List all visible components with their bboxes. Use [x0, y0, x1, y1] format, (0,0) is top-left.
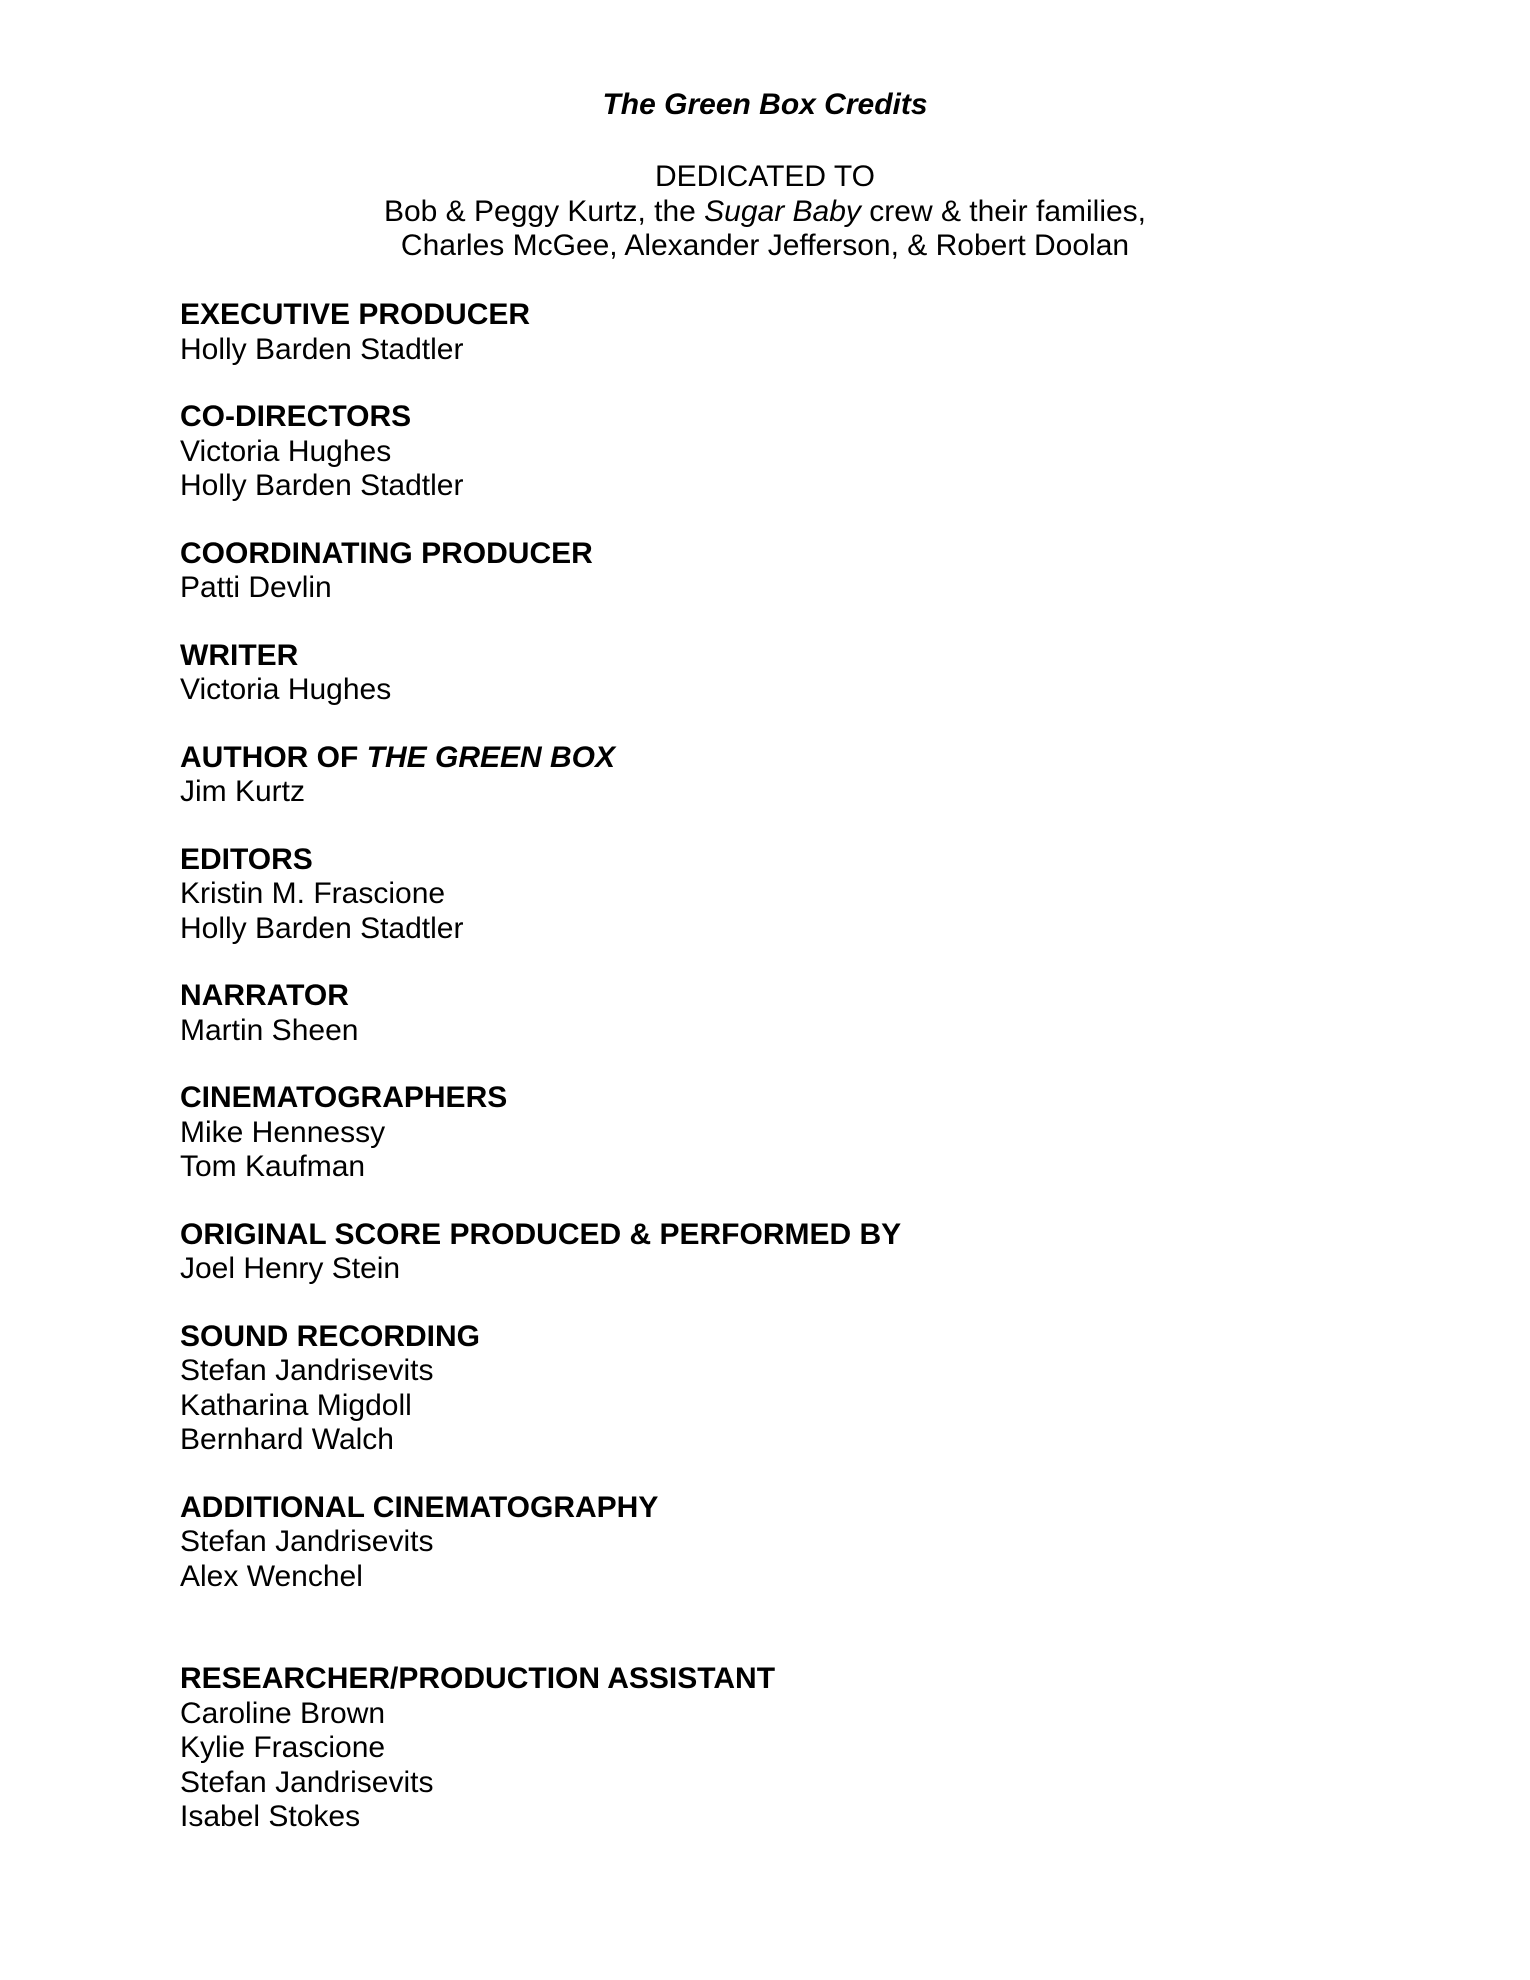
credit-role: ADDITIONAL CINEMATOGRAPHY — [180, 1490, 659, 1524]
credit-name: Stefan Jandrisevits — [180, 1354, 434, 1387]
dedication-heading: DEDICATED TO — [654, 160, 876, 193]
credit-name: Holly Barden Stadtler — [180, 332, 464, 366]
credit-name: Stefan Jandrisevits — [180, 1765, 434, 1799]
credit-name: Holly Barden Stadtler — [180, 469, 464, 502]
dedication-block — [0, 160, 1530, 264]
credit-name: Alex Wenchel — [180, 1559, 363, 1593]
credit-name: Isabel Stokes — [180, 1800, 361, 1833]
credit-role: WRITER — [180, 638, 299, 672]
dedication-line-2: Charles McGee, Alexander Jefferson, & Robert Doolan — [400, 229, 1130, 262]
credit-additional-cinematography — [180, 1491, 1380, 1595]
credit-name: Victoria Hughes — [180, 673, 392, 706]
credit-name: Jim Kurtz — [180, 775, 306, 808]
credit-executive-producer — [180, 298, 1380, 367]
credit-writer — [180, 639, 1380, 708]
credit-name: Patti Devlin — [180, 571, 332, 604]
credit-name: Victoria Hughes — [180, 434, 392, 468]
credit-name: Martin Sheen — [180, 1013, 359, 1047]
credit-cinematographers — [180, 1081, 1380, 1185]
credit-name: Mike Hennessy — [180, 1115, 386, 1149]
credit-role: COORDINATING PRODUCER — [180, 536, 593, 570]
credit-role — [180, 741, 1380, 776]
credit-role-book-title: THE GREEN BOX — [366, 740, 616, 774]
credit-role: EXECUTIVE PRODUCER — [180, 298, 531, 331]
credit-name: Tom Kaufman — [180, 1150, 366, 1183]
credit-name: Bernhard Walch — [180, 1423, 394, 1456]
credit-name: Stefan Jandrisevits — [180, 1525, 434, 1558]
credit-role: EDITORS — [180, 842, 313, 876]
credit-researcher-production-assistant — [180, 1662, 1380, 1835]
credit-coordinating-producer — [180, 537, 1380, 606]
credit-name: Katharina Migdoll — [180, 1388, 412, 1422]
credit-role: CINEMATOGRAPHERS — [180, 1081, 508, 1114]
credit-author — [180, 741, 1380, 810]
dedication-line-1-end: crew & their families, — [860, 194, 1147, 228]
credit-name: Kristin M. Frascione — [180, 877, 446, 910]
credits-list — [180, 298, 1380, 1835]
credit-original-score — [180, 1218, 1380, 1287]
credit-sound-recording — [180, 1320, 1380, 1458]
document-title: The Green Box Credits — [602, 88, 928, 121]
credit-name: Caroline Brown — [180, 1696, 386, 1730]
dedication-line-1-start: Bob & Peggy Kurtz, the — [383, 194, 705, 228]
credit-role-prefix: AUTHOR OF — [180, 740, 367, 774]
credit-role: NARRATOR — [180, 979, 349, 1012]
dedication-line-1-italic: Sugar Baby — [704, 194, 861, 228]
credit-editors — [180, 843, 1380, 947]
credit-role: CO-DIRECTORS — [180, 400, 412, 433]
credit-co-directors — [180, 400, 1380, 504]
credit-name: Holly Barden Stadtler — [180, 911, 464, 945]
credit-role: SOUND RECORDING — [180, 1319, 481, 1353]
dedication-line-1 — [0, 195, 1530, 230]
credit-name: Joel Henry Stein — [180, 1252, 401, 1285]
credit-name: Kylie Frascione — [180, 1731, 386, 1764]
credit-narrator — [180, 979, 1380, 1048]
credit-role: ORIGINAL SCORE PRODUCED & PERFORMED BY — [180, 1217, 902, 1251]
credit-role: RESEARCHER/PRODUCTION ASSISTANT — [180, 1662, 776, 1695]
